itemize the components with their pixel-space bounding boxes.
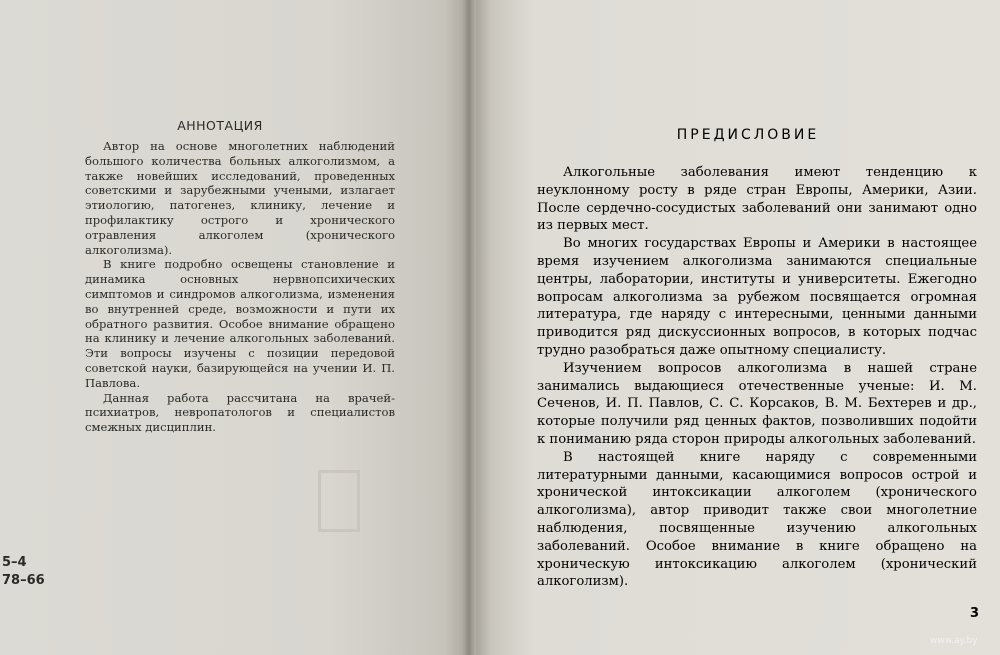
preface-paragraph: Изучением вопросов алкоголизма в нашей стране занимались выдающиеся отечественные ученые: И. М. Сеченов, И. П. Павлов, С. С. Корсаков, В. М. Бехтерев и др., которые получили ряд ценных фактов, позволивших подойти к пониманию ряда сторон природы алкогольных заболеваний. xyxy=(537,360,977,447)
bleed-through-logo xyxy=(318,470,360,532)
annotation-title: АННОТАЦИЯ xyxy=(177,118,263,133)
preface-paragraph: Во многих государствах Европы и Америки в настоящее время изучением алкоголизма занимаются специальные центры, лаборатории, институты и университеты. Ежегодно вопросам алкоголизма за рубежом посвящается огромная литература, где наряду с интересными, ценными данными приводится ряд дискуссионных вопросов, в которых подчас трудно разобраться даже опытному специалисту. xyxy=(537,236,977,358)
preface-paragraph: В настоящей книге наряду с современными литературными данными, касающимися вопросов острой и хронической интоксикации алкоголем (хронического алкоголизма), автор приводит также свои многолетние наблюдения, посвященные изучению алкогольных заболеваний. Особое внимание в книге обращено на хроническую интоксикацию алкоголем (хронический алкоголизм). xyxy=(537,449,977,590)
left-page xyxy=(0,0,468,655)
preface-body xyxy=(537,164,977,591)
annotation-paragraph: Данная работа рассчитана на врачей-психиатров, невропатологов и специалистов смежных дисциплин. xyxy=(85,390,395,435)
annotation-body xyxy=(85,139,395,435)
annotation-paragraph: В книге подробно освещены становление и динамика основных нервнопсихических симптомов и синдромов алкоголизма, изменения во внутренней среде, возможности и пути их обратного развития. Особое внимание обращено на клинику и лечение алкогольных заболеваний. Эти вопросы изучены с позиции передовой советской науки, базирующейся на учении И. П. Павлова. xyxy=(85,257,395,390)
annotation-paragraph: Автор на основе многолетних наблюдений большого количества больных алкоголизмом, а также новейших исследований, проведенных советскими и зарубежными учеными, излагает этиологию, патогенез, клинику, лечение и профилактику острого и хронического отравления алкоголем (хронического алкоголизма). xyxy=(85,139,395,257)
publication-code-line: 78–66 xyxy=(2,573,45,588)
watermark: www.ay.by xyxy=(930,636,978,646)
preface-title: ПРЕДИСЛОВИЕ xyxy=(676,127,820,143)
publication-code xyxy=(2,554,45,590)
preface-paragraph: Алкогольные заболевания имеют тенденцию к неуклонному росту в ряде стран Европы, Америки, Азии. После сердечно-сосудистых заболеваний они занимают одно из первых мест. xyxy=(537,165,977,234)
publication-code-line: 5–4 xyxy=(2,555,27,570)
page-number: 3 xyxy=(970,606,980,621)
book-gutter xyxy=(462,0,476,655)
